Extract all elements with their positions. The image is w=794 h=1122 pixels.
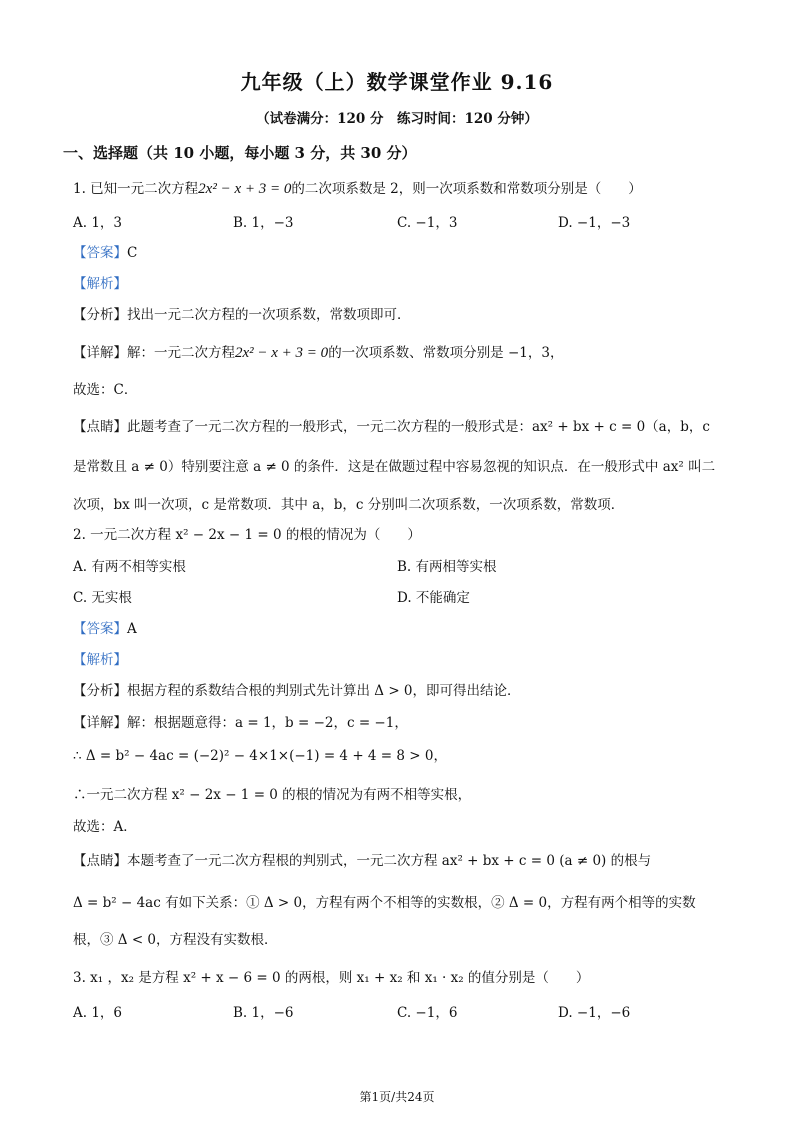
q2-calc: ∴ Δ = b² − 4ac = (−2)² − 4×1×(−1) = 4 + 4 = 8 > 0， [73,748,447,764]
q1-dianjing-l3: 次项，bx 叫一次项，c 是常数项．其中 a，b，c 分别叫二次项系数，一次项系数，常数项． [73,497,625,513]
q2-dianjing-tag: 【点睛】 [73,853,127,869]
q1-answer [73,244,137,262]
q2-fenxi-text: 根据方程的系数结合根的判别式先计算出 Δ > 0，即可得出结论． [127,683,521,699]
q2-dianjing-l2: Δ = b² − 4ac 有如下关系：① Δ > 0，方程有两个不相等的实数根，② Δ = 0，方程有两个相等的实数 [73,895,696,911]
q2-fenxi [73,682,521,700]
q1-dianjing-l1 [73,418,710,436]
q2-option-a: A. 有两不相等实根 [73,559,186,575]
q2-dianjing-text1: 本题考查了一元二次方程根的判别式，一元二次方程 ax² + bx + c = 0 (a ≠ 0) 的根与 [127,853,652,869]
q1-dianjing-text1: 此题考查了一元二次方程的一般形式，一元二次方程的一般形式是：ax² + bx + c = 0（a，b，c [127,419,710,435]
q1-xiangjie-tag: 【详解】 [73,345,127,361]
section-heading: 一、选择题（共 10 小题，每小题 3 分，共 30 分） [63,144,417,162]
q2-conclusion: ∴一元二次方程 x² − 2x − 1 = 0 的根的情况为有两不相等实根， [73,787,472,803]
q1-analysis-tag: 【解析】 [73,276,127,292]
q2-analysis-tag: 【解析】 [73,652,127,668]
q1-guxuan: 故选：C． [73,382,138,398]
q1-option-a: A. 1，3 [73,215,123,231]
q2-answer-value: A [127,621,137,637]
q2-dianjing-l1 [73,852,651,870]
q3-stem: 3. x₁ ，x₂ 是方程 x² + x − 6 = 0 的两根，则 x₁ + x₂ 和 x₁ · x₂ 的值分别是（ ） [73,970,590,986]
q1-option-d: D. −1，−3 [558,215,631,231]
q2-answer-tag: 【答案】 [73,621,127,637]
q1-fenxi-text: 找出一元二次方程的一次项系数，常数项即可． [127,307,411,323]
q3-option-d: D. −1，−6 [558,1005,631,1021]
page-subtitle: （试卷满分：120 分 练习时间：120 分钟） [256,111,538,127]
q1-stem [73,180,642,198]
q2-dianjing-l3: 根，③ Δ < 0，方程没有实数根． [73,932,278,948]
q2-option-c: C. 无实根 [73,590,132,606]
q1-dianjing-tag: 【点睛】 [73,419,127,435]
q1-stem-a: 1. 已知一元二次方程 [73,181,199,197]
q1-option-b: B. 1，−3 [233,215,294,231]
q1-xiangjie-eq: 2x² − x + 3 = 0 [235,345,329,361]
q2-xiangjie-text: 解：根据题意得：a = 1，b = −2，c = −1， [127,715,408,731]
q1-dianjing-l2: 是常数且 a ≠ 0）特别要注意 a ≠ 0 的条件．这是在做题过程中容易忽视的知识点．在一般形式中 ax² 叫二 [73,459,716,475]
q1-answer-value: C [127,245,138,261]
q2-xiangjie-tag: 【详解】 [73,715,127,731]
page-footer: 第1页/共24页 [359,1090,435,1104]
q2-fenxi-tag: 【分析】 [73,683,127,699]
q3-option-a: A. 1，6 [73,1005,123,1021]
q2-option-b: B. 有两相等实根 [397,559,497,575]
q1-answer-tag: 【答案】 [73,245,127,261]
q1-stem-b: 的二次项系数是 2，则一次项系数和常数项分别是（ ） [291,181,642,197]
q1-xiangjie-b: 的一次项系数、常数项分别是 −1，3， [328,345,564,361]
q2-guxuan: 故选：A． [73,819,137,835]
q2-stem: 2. 一元二次方程 x² − 2x − 1 = 0 的根的情况为（ ） [73,527,421,543]
q1-xiangjie-a: 解：一元二次方程 [127,345,235,361]
q1-option-c: C. −1，3 [397,215,458,231]
q3-option-b: B. 1，−6 [233,1005,294,1021]
q2-option-d: D. 不能确定 [397,590,470,606]
q1-fenxi [73,306,411,324]
q1-fenxi-tag: 【分析】 [73,307,127,323]
q2-xiangjie [73,714,408,732]
q2-answer [73,620,137,638]
q1-equation: 2x² − x + 3 = 0 [198,181,292,197]
q3-option-c: C. −1，6 [397,1005,458,1021]
q1-xiangjie [73,344,563,362]
page-title: 九年级（上）数学课堂作业 9.16 [240,70,554,94]
